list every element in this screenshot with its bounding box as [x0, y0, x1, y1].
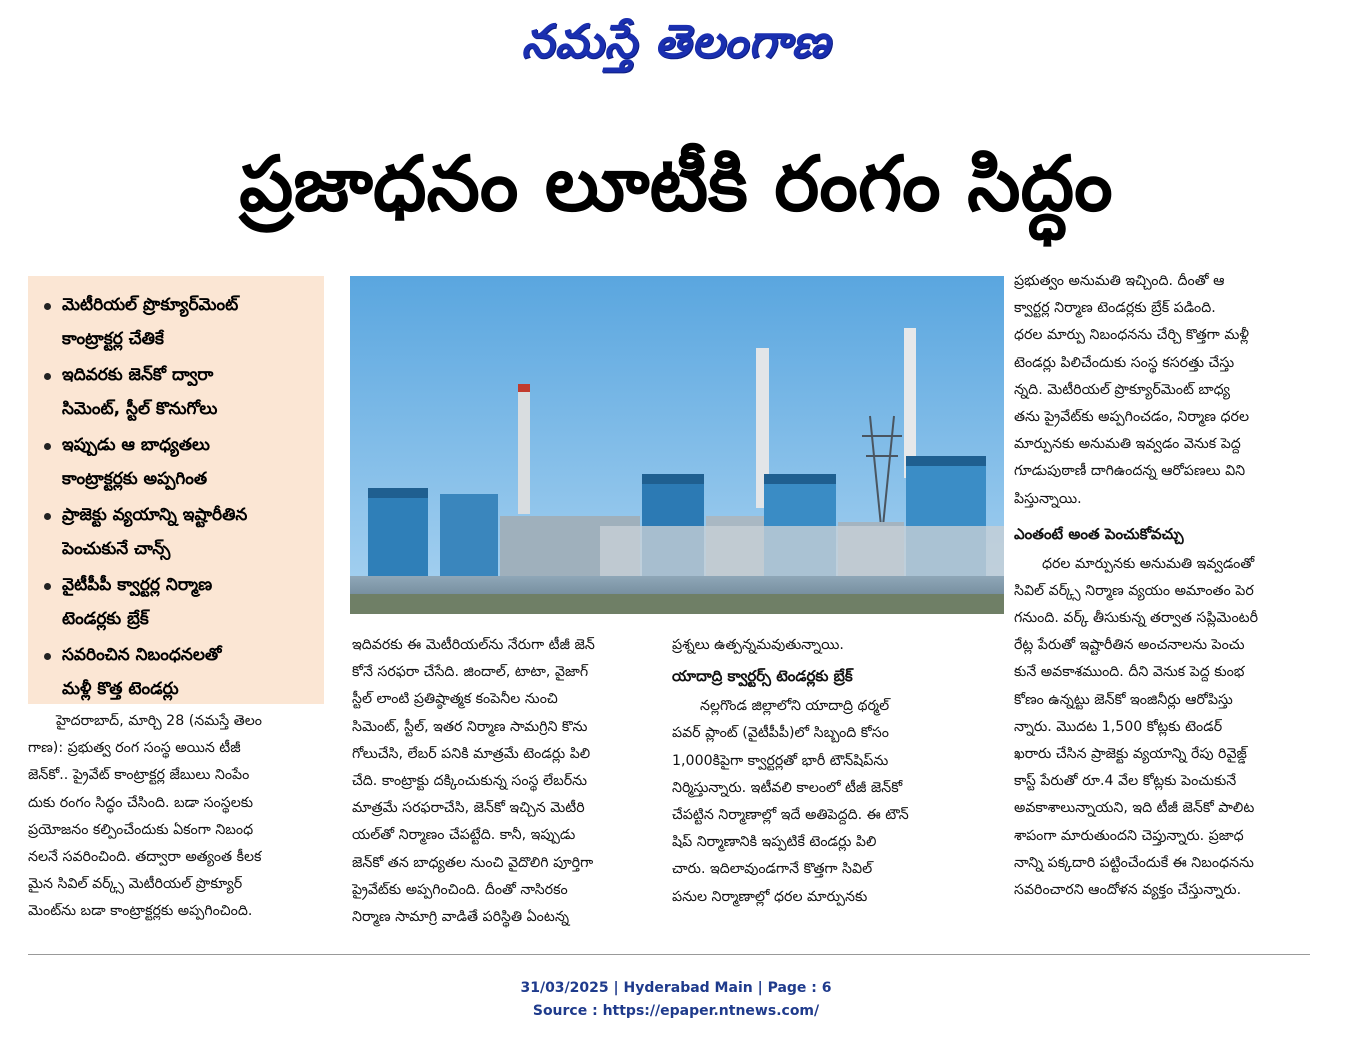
article-line: హైదరాబాద్, మార్చి 28 (నమస్తే తెలం — [56, 713, 263, 729]
highlight-item — [42, 358, 316, 426]
article-line: ప్రయోజనం కల్పించేందుకు ఏకంగా నిబంధ — [28, 821, 254, 838]
highlight-item — [42, 288, 316, 356]
highlight-text: సిమెంట్, స్టీల్ కొనుగోలు — [62, 399, 218, 419]
article-line: మైన సివిల్ వర్క్స్ మెటీరియల్ ప్రొక్యూర్ — [28, 876, 243, 893]
article-line: యల్‌తో నిర్మాణం చేపట్టేది. కానీ, ఇప్పుడు — [352, 827, 576, 844]
article-line: కునే అవకాశముంది. దీని వెనుక పెద్ద కుంభ — [1014, 664, 1245, 681]
article-column-3 — [672, 632, 990, 911]
article-line: అవకాశాలున్నాయని, ఇది టీజీ జెన్‌కో పాలిట — [1014, 800, 1255, 817]
article-line: కోణం ఉన్నట్టు జెన్‌కో ఇంజినీర్లు ఆరోపిస్తు — [1014, 691, 1233, 708]
page-divider — [28, 954, 1310, 955]
highlight-item — [42, 568, 316, 636]
article-line: న్నది. మెటీరియల్ ప్రొక్యూర్‌మెంట్ బాధ్య — [1014, 381, 1231, 398]
article-line: రేట్ల పేరుతో ఇష్టారీతిన అంచనాలను పెంచు — [1014, 637, 1245, 654]
article-line: కోనే సరఫరా చేసేది. జిందాల్, టాటా, వైజాగ్ — [352, 664, 589, 681]
bullet-icon — [44, 653, 51, 660]
subheading-price: ఎంతంటే అంత పెంచుకోవచ్చు — [1014, 524, 1184, 543]
article-line: జెన్‌కో తన బాధ్యతల నుంచి వైదొలిగి పూర్తిగా — [352, 854, 594, 871]
footer-date-edition: 31/03/2025 | Hyderabad Main | Page : 6 — [520, 980, 832, 996]
highlight-text: కాంట్రాక్టర్ల చేతికే — [62, 329, 164, 349]
article-line: జెన్‌కో.. ప్రైవేట్ కాంట్రాక్టర్ల జేబులు నింపేం — [28, 767, 250, 784]
article-column-1 — [28, 708, 328, 926]
article-line: మాత్రమే సరఫరాచేసి, జెన్‌కో ఇచ్చిన మెటీరి — [352, 800, 585, 817]
article-line: నిర్మాణ సామాగ్రి వాడితే పరిస్థితి ఏంటన్న — [352, 908, 570, 925]
bullet-icon — [44, 583, 51, 590]
article-line: గోలుచేసి, లేబర్ పనికి మాత్రమే టెండర్లు పిలి — [352, 745, 591, 762]
highlight-text: టెండర్లకు బ్రేక్ — [62, 609, 149, 629]
article-line: చేది. కాంట్రాక్టు దక్కించుకున్న సంస్థ లేబర్‌ను — [352, 772, 588, 789]
bullet-icon — [44, 303, 51, 310]
highlights-box — [28, 276, 324, 704]
headline: ప్రజాధనం లూటీకి రంగం సిద్ధం — [239, 139, 1113, 228]
article-line: చేపట్టిన నిర్మాణాల్లో ఇదే అతిపెద్దది. ఈ టౌన్ — [672, 806, 909, 823]
article-line: ధరల మార్పునకు అనుమతి ఇవ్వడంతో — [1042, 555, 1255, 572]
article-line: ఇదివరకు ఈ మెటీరియల్‌ను నేరుగా టీజీ జెన్ — [352, 637, 595, 653]
article-line: మెంట్‌ను బడా కాంట్రాక్టర్లకు అప్పగించింది. — [28, 903, 253, 920]
highlight-item — [42, 638, 316, 706]
article-line: మార్పునకు అనుమతి ఇవ్వడం వెనుక పెద్ద — [1014, 436, 1241, 453]
highlight-text: మళ్లీ కొత్త టెండర్లు — [62, 679, 179, 699]
article-line: తను ప్రైవేట్‌కు అప్పగించడం, నిర్మాణ ధరల — [1014, 408, 1250, 425]
article-line: గాణ): ప్రభుత్వ రంగ సంస్థ అయిన టీజీ — [28, 740, 241, 757]
bullet-icon — [44, 513, 51, 520]
article-line: నాన్ని పక్కదారి పట్టించేందుకే ఈ నిబంధనను — [1014, 854, 1254, 871]
article-line: సవరించారని ఆందోళన వ్యక్తం చేస్తున్నారు. — [1014, 881, 1242, 898]
highlight-text: ప్రాజెక్టు వ్యయాన్ని ఇష్టారీతిన — [62, 505, 248, 525]
power-plant-image — [350, 276, 1004, 614]
bullet-icon — [44, 373, 51, 380]
bullet-icon — [44, 443, 51, 450]
article-line: క్వార్టర్ల నిర్మాణ టెండర్లకు బ్రేక్ పడింది. — [1014, 300, 1216, 317]
article-line: పిస్తున్నాయి. — [1014, 490, 1082, 507]
article-line: సిమెంట్, స్టీల్, ఇతర నిర్మాణ సామగ్రిని కొను — [352, 718, 588, 735]
article-line: పవర్ ప్లాంట్ (వైటీపీపీ)లో సిబ్బంది కోసం — [672, 725, 889, 742]
article-line: 1,000కిపైగా క్వార్టర్లతో భారీ టౌన్‌షిప్‌ను — [672, 752, 889, 769]
article-line: ప్రైవేట్‌కు అప్పగించింది. దీంతో నాసిరకం — [352, 881, 568, 898]
article-line: దుకు రంగం సిద్ధం చేసింది. బడా సంస్థలకు — [28, 794, 254, 811]
article-line: గూడుపుఠాణీ దాగిఉందన్న ఆరోపణలు విని — [1014, 463, 1246, 480]
article-line: న్నారు. మొదట 1,500 కోట్లకు టెండర్ — [1014, 718, 1223, 735]
highlight-text: సవరించిన నిబంధనలతో — [62, 645, 222, 665]
highlight-text: మెటీరియల్ ప్రొక్యూర్‌మెంట్ — [62, 295, 239, 315]
article-line: నల్లగొండ జిల్లాలోని యాదాద్రి థర్మల్ — [700, 698, 890, 715]
article-line: కాస్ట్ పేరుతో రూ.4 వేల కోట్లకు పెంచుకునే — [1014, 773, 1237, 790]
article-line: షిప్ నిర్మాణానికి ఇప్పటికే టెండర్లు పిలి — [672, 834, 877, 851]
highlight-text: వైటీపీపీ క్వార్టర్ల నిర్మాణ — [62, 575, 213, 595]
article-line: ధరల మార్పు నిబంధనను చేర్చి కొత్తగా మళ్లీ — [1014, 327, 1249, 344]
footer-source: Source : https://epaper.ntnews.com/ — [532, 1003, 820, 1019]
highlight-text: పెంచుకునే చాన్స్ — [62, 539, 171, 559]
power-plant-photo — [350, 276, 1004, 614]
article-line: శాపంగా మారుతుందని చెప్తున్నారు. ప్రజాధ — [1014, 827, 1244, 844]
article-line: ప్రశ్నలు ఉత్పన్నమవుతున్నాయి. — [672, 637, 844, 653]
article-line: సివిల్ వర్క్స్ నిర్మాణ వ్యయం అమాంతం పెర — [1014, 582, 1254, 599]
article-line: నలనే సవరించింది. తద్వారా అత్యంత కీలక — [28, 848, 262, 865]
article-line: పనుల నిర్మాణాల్లో ధరల మార్పునకు — [672, 888, 868, 905]
highlight-text: కాంట్రాక్టర్లకు అప్పగింత — [62, 469, 208, 489]
article-line: చారు. ఇదిలావుండగానే కొత్తగా సివిల్ — [672, 861, 873, 878]
article-line: నిర్మిస్తున్నారు. ఇటీవలి కాలంలో టీజీ జెన్‌కో — [672, 779, 903, 796]
highlight-item — [42, 428, 316, 496]
article-line: స్టీల్ లాంటి ప్రతిష్ఠాత్మక కంపెనీల నుంచి — [352, 691, 558, 708]
article-column-2 — [352, 632, 658, 931]
article-line: టెండర్లు పిలిచేందుకు సంస్థ కసరత్తు చేస్తు — [1014, 354, 1235, 371]
highlight-item — [42, 498, 316, 566]
highlight-text: ఇదివరకు జెన్‌కో ద్వారా — [62, 365, 214, 385]
article-line: గనుంది. వర్క్ తీసుకున్న తర్వాత సప్లిమెంటరీ — [1014, 610, 1259, 627]
article-line: ప్రభుత్వం అనుమతి ఇచ్చింది. దీంతో ఆ — [1014, 273, 1225, 289]
highlight-text: ఇప్పుడు ఆ బాధ్యతలు — [62, 435, 210, 455]
masthead-logo: నమస్తే తెలంగాణ — [521, 14, 831, 68]
article-line: ఖరారు చేసిన ప్రాజెక్టు వ్యయాన్ని రేపు రివైజ్డ్ — [1014, 746, 1247, 762]
article-column-4 — [1014, 268, 1318, 904]
subheading-yadadri: యాదాద్రి క్వార్టర్స్ టెండర్లకు బ్రేక్ — [672, 667, 853, 686]
